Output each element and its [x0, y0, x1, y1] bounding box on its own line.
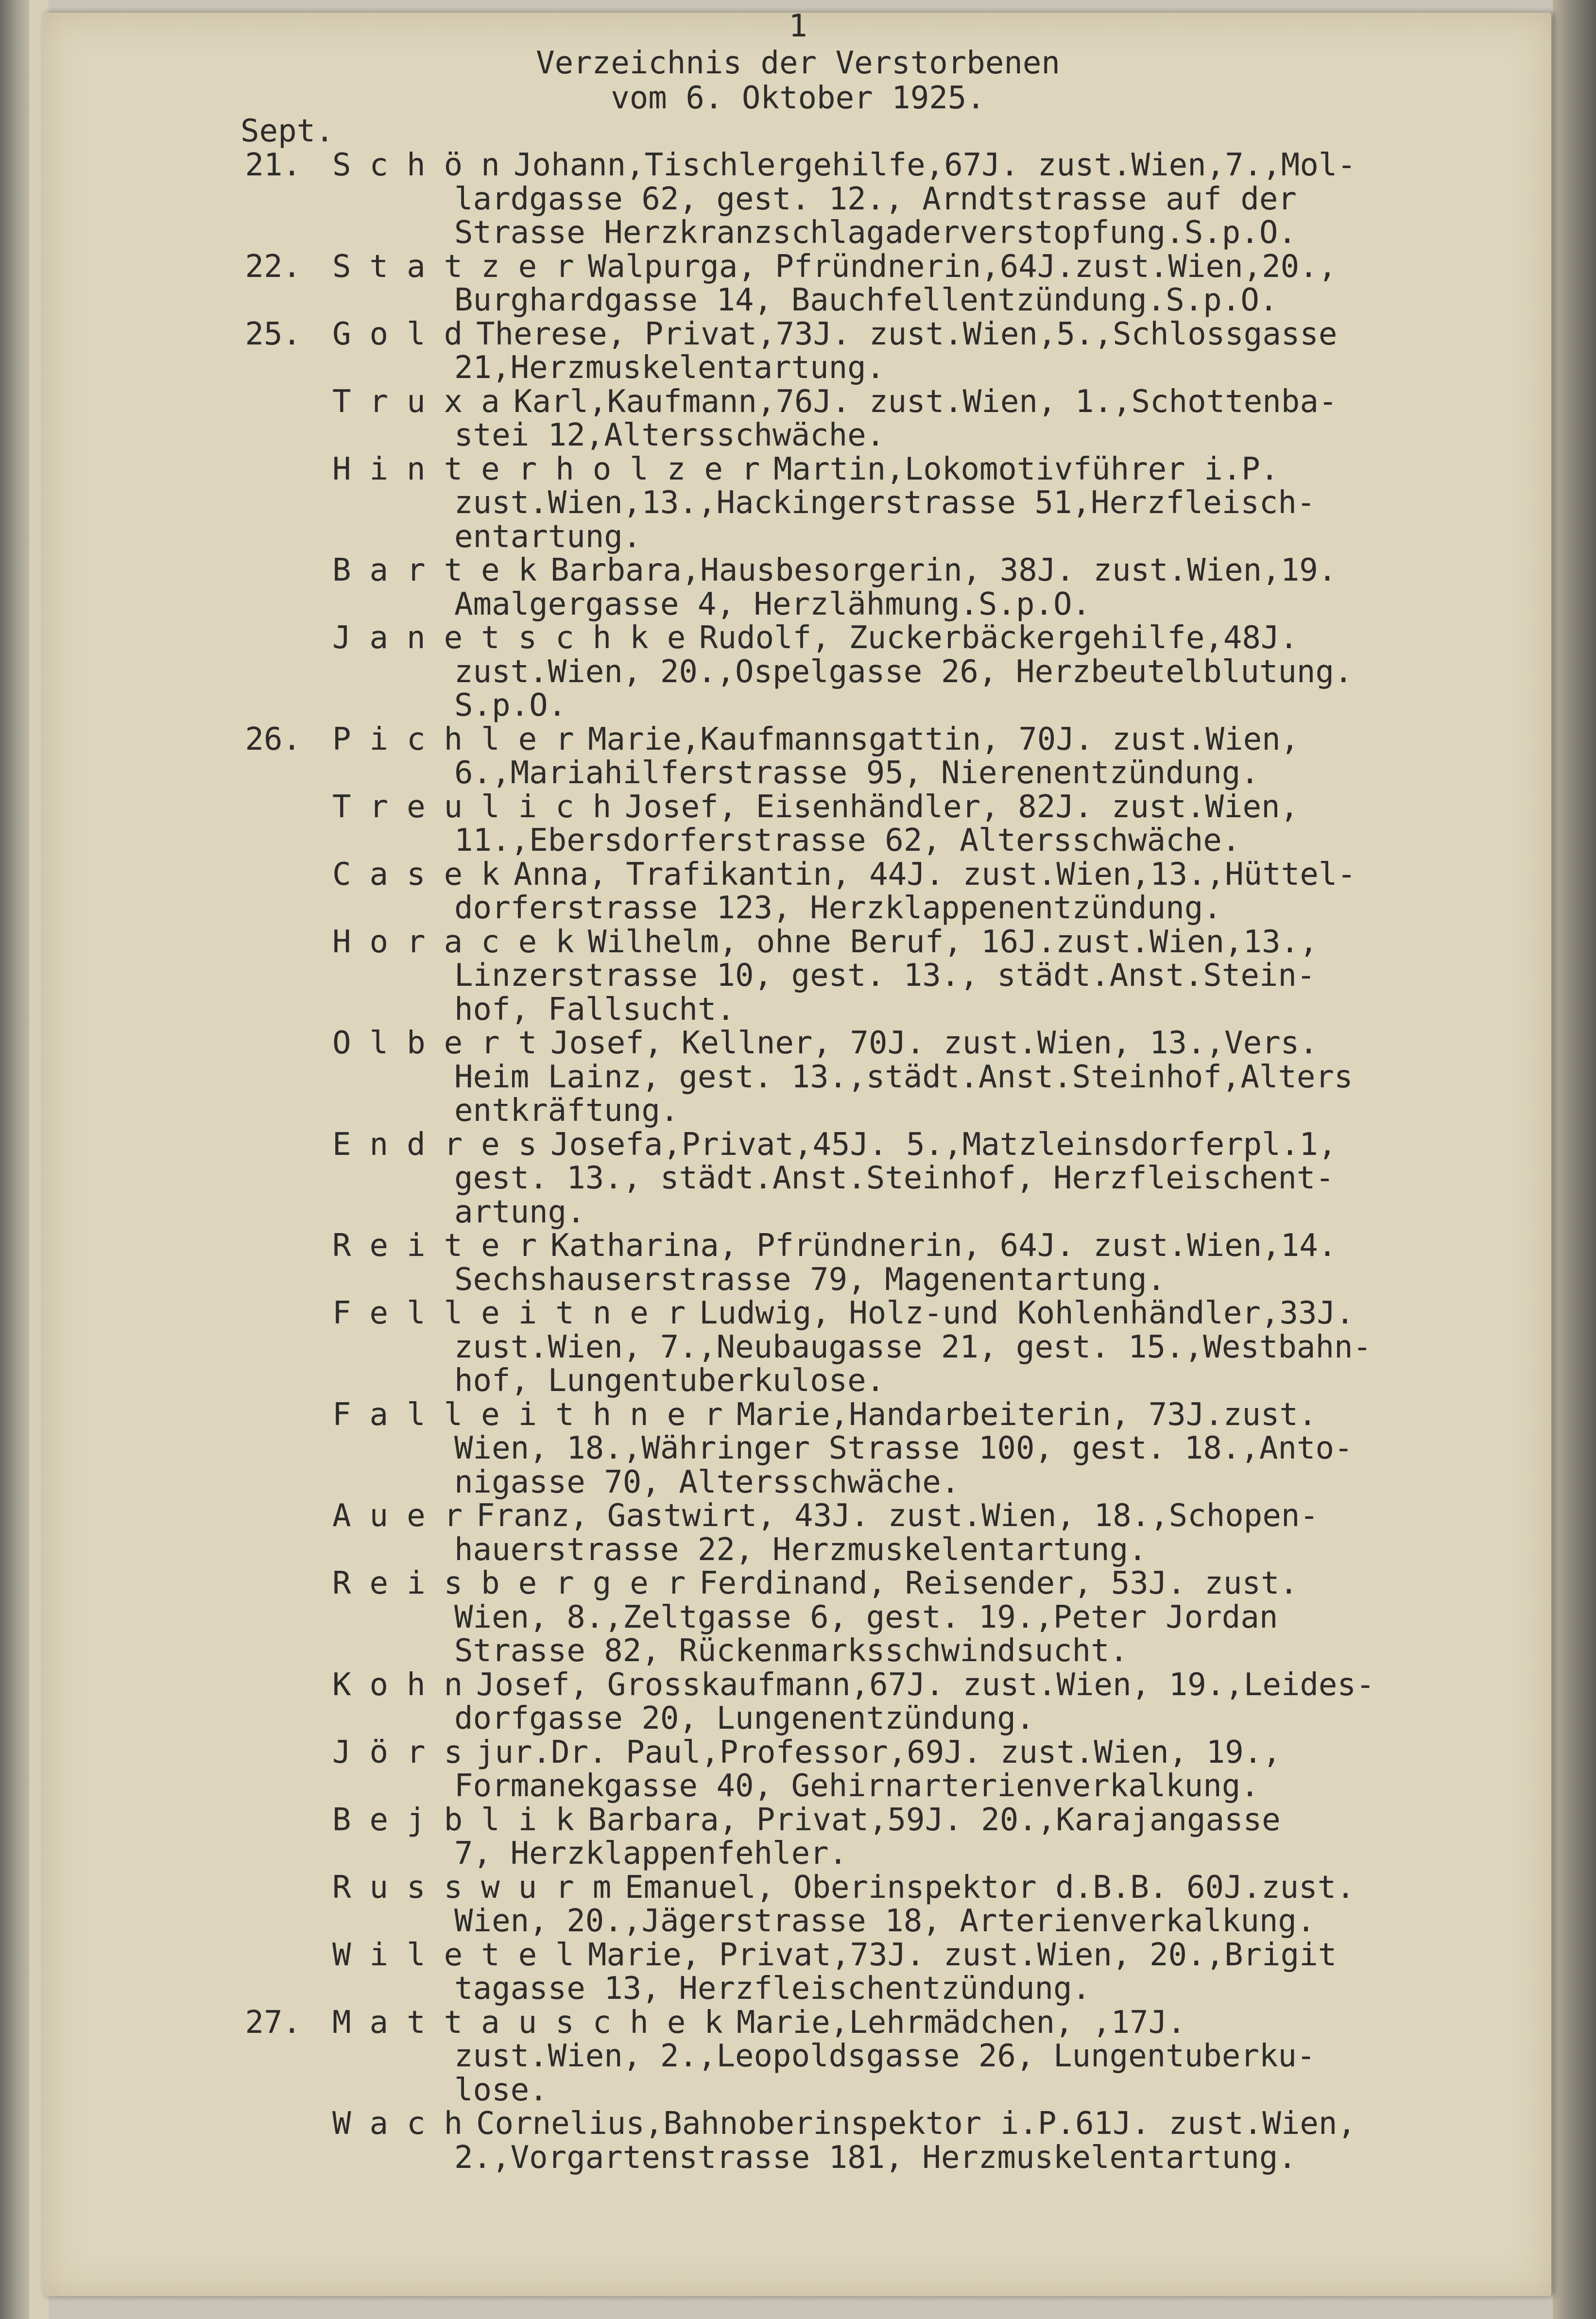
entry-text-line: Burghardgasse 14, Bauchfellentzündung.S.p.O. — [454, 282, 1278, 318]
entry-text-line: Johann,Tischlergehilfe,67J. zust.Wien,7.,Mol- — [514, 147, 1356, 183]
entry-text-line: Amalgergasse 4, Herzlähmung.S.p.O. — [454, 586, 1091, 622]
entry-text-line: Therese, Privat,73J. zust.Wien,5.,Schlossgasse — [476, 316, 1338, 352]
entry-text-line: zust.Wien, 7.,Neubaugasse 21, gest. 15.,Westbahn- — [454, 1329, 1372, 1365]
entry-text-line: Barbara,Hausbesorgerin, 38J. zust.Wien,19. — [550, 552, 1337, 588]
entry-surname: Statzer — [332, 249, 593, 285]
entry-surname: Bartek — [332, 552, 556, 588]
document-subtitle: vom 6. Oktober 1925. — [611, 80, 985, 116]
entry-text-line: zust.Wien, 2.,Leopoldsgasse 26, Lungentuberku- — [454, 2038, 1316, 2074]
entry-text-line: Josef, Kellner, 70J. zust.Wien, 13.,Vers. — [550, 1025, 1318, 1061]
entry-date: 26. — [245, 721, 301, 757]
entry-text-line: Heim Lainz, gest. 13.,städt.Anst.Steinhof,Alters — [454, 1059, 1353, 1095]
entry-text-line: Strasse Herzkranzschlagaderverstopfung.S.p.O. — [454, 215, 1297, 251]
entry-text-line: dorfgasse 20, Lungenentzündung. — [454, 1701, 1035, 1736]
entry-text-line: Anna, Trafikantin, 44J. zust.Wien,13.,Hüttel- — [514, 857, 1356, 893]
entry-text-line: 11.,Ebersdorferstrasse 62, Altersschwäche. — [454, 823, 1241, 859]
entry-text-line: Martin,Lokomotivführer i.P. — [773, 451, 1279, 487]
entry-date: 22. — [245, 249, 301, 285]
entry-text-line: 21,Herzmuskelentartung. — [454, 350, 885, 386]
entry-text-line: hof, Fallsucht. — [454, 992, 735, 1028]
entry-surname: Horacek — [332, 924, 593, 960]
entry-text-line: Rudolf, Zuckerbäckergehilfe,48J. — [699, 620, 1298, 656]
entry-surname: Janetschke — [332, 620, 704, 656]
entry-surname: Auer — [332, 1498, 481, 1534]
entry-text-line: hof, Lungentuberkulose. — [454, 1363, 885, 1399]
entry-surname: Gold — [332, 316, 481, 352]
entry-text-line: Emanuel, Oberinspektor d.B.B. 60J.zust. — [625, 1870, 1355, 1906]
entry-text-line: Katharina, Pfründnerin, 64J. zust.Wien,14. — [550, 1228, 1337, 1264]
entry-text-line: S.p.O. — [454, 687, 567, 723]
document-title: Verzeichnis der Verstorbenen — [536, 45, 1060, 81]
entry-text-line: nigasse 70, Altersschwäche. — [454, 1464, 960, 1500]
entry-date: 21. — [245, 147, 301, 183]
entry-text-line: Wien, 8.,Zeltgasse 6, gest. 19.,Peter Jordan — [454, 1599, 1278, 1635]
entry-text-line: Barbara, Privat,59J. 20.,Karajangasse — [588, 1802, 1281, 1838]
entry-text-line: 7, Herzklappenfehler. — [454, 1836, 848, 1872]
entry-text-line: Ludwig, Holz-und Kohlenhändler,33J. — [699, 1295, 1355, 1331]
entry-text-line: Strasse 82, Rückenmarksschwindsucht. — [454, 1633, 1129, 1669]
entry-text-line: stei 12,Altersschwäche. — [454, 417, 885, 453]
entry-surname: Bejblik — [332, 1802, 593, 1838]
entry-text-line: artung. — [454, 1194, 585, 1230]
entry-surname: Jörs — [332, 1735, 481, 1770]
entry-text-line: Wien, 20.,Jägerstrasse 18, Arterienverkalkung. — [454, 1903, 1316, 1939]
entry-text-line: zust.Wien,13.,Hackingerstrasse 51,Herzfleisch- — [454, 485, 1316, 521]
entry-surname: Wach — [332, 2106, 481, 2142]
entry-text-line: Sechshauserstrasse 79, Magenentartung. — [454, 1262, 1166, 1298]
entry-surname: Mattauschek — [332, 2005, 741, 2041]
entry-surname: Schön — [332, 147, 518, 183]
entry-surname: Truxa — [332, 384, 518, 420]
entry-surname: Wiletel — [332, 1937, 593, 1973]
entry-surname: Russwurm — [332, 1870, 630, 1906]
entry-text-line: Marie,Lehrmädchen, ,17J. — [737, 2005, 1186, 2041]
entry-text-line: Wien, 18.,Währinger Strasse 100, gest. 18.,Anto- — [454, 1430, 1353, 1466]
entry-text-line: Ferdinand, Reisender, 53J. zust. — [699, 1565, 1298, 1601]
entry-surname: Felleitner — [332, 1295, 704, 1331]
entry-surname: Kohn — [332, 1667, 481, 1703]
entry-text-line: Josef, Grosskaufmann,67J. zust.Wien, 19.,Leides- — [476, 1667, 1375, 1703]
entry-text-line: Karl,Kaufmann,76J. zust.Wien, 1.,Schottenba- — [514, 384, 1338, 420]
entry-text-line: 6.,Mariahilferstrasse 95, Nierenentzündung. — [454, 755, 1259, 791]
entry-text-line: Marie,Handarbeiterin, 73J.zust. — [737, 1397, 1317, 1433]
entry-text-line: Cornelius,Bahnoberinspektor i.P.61J. zust.Wien, — [476, 2106, 1356, 2142]
entry-text-line: Franz, Gastwirt, 43J. zust.Wien, 18.,Schopen- — [476, 1498, 1319, 1534]
entry-text-line: Josef, Eisenhändler, 82J. zust.Wien, — [625, 789, 1299, 825]
entry-text-line: entkräftung. — [454, 1093, 679, 1129]
entry-text-line: dorferstrasse 123, Herzklappenentzündung. — [454, 890, 1222, 926]
entry-text-line: zust.Wien, 20.,Ospelgasse 26, Herzbeutelblutung. — [454, 654, 1353, 690]
entry-text-line: jur.Dr. Paul,Professor,69J. zust.Wien, 19., — [476, 1735, 1281, 1770]
entry-surname: Reiter — [332, 1228, 556, 1264]
entry-text-line: Marie, Privat,73J. zust.Wien, 20.,Brigit — [588, 1937, 1337, 1973]
entry-surname: Falleithner — [332, 1397, 741, 1433]
month-label: Sept. — [240, 113, 334, 149]
entry-date: 27. — [245, 2005, 301, 2041]
entry-text-line: entartung. — [454, 519, 642, 555]
entry-text-line: Linzerstrasse 10, gest. 13., städt.Anst.Stein- — [454, 958, 1316, 994]
entry-text-line: lose. — [454, 2072, 548, 2108]
page-number: 1 — [789, 8, 807, 44]
entry-text-line: 2.,Vorgartenstrasse 181, Herzmuskelentartung. — [454, 2140, 1297, 2176]
entry-text-line: Walpurga, Pfründnerin,64J.zust.Wien,20., — [588, 249, 1337, 285]
entry-text-line: Josefa,Privat,45J. 5.,Matzleinsdorferpl.1, — [550, 1127, 1337, 1163]
entry-surname: Pichler — [332, 721, 593, 757]
entry-surname: Treulich — [332, 789, 630, 825]
entry-surname: Casek — [332, 857, 518, 893]
entry-text-line: hauerstrasse 22, Herzmuskelentartung. — [454, 1532, 1147, 1568]
entry-text-line: tagasse 13, Herzfleischentzündung. — [454, 1971, 1091, 2007]
entry-date: 25. — [245, 316, 301, 352]
entry-text-line: Formanekgasse 40, Gehirnarterienverkalkung. — [454, 1768, 1259, 1804]
entry-surname: Olbert — [332, 1025, 556, 1061]
entry-surname: Hinterholzer — [332, 451, 779, 487]
entry-text-line: Marie,Kaufmannsgattin, 70J. zust.Wien, — [588, 721, 1300, 757]
entry-text-line: Wilhelm, ohne Beruf, 16J.zust.Wien,13., — [588, 924, 1318, 960]
entry-text-line: lardgasse 62, gest. 12., Arndtstrasse auf der — [454, 181, 1297, 217]
entry-text-line: gest. 13., städt.Anst.Steinhof, Herzfleischent- — [454, 1160, 1334, 1196]
entry-surname: Endres — [332, 1127, 556, 1163]
entry-surname: Reisberger — [332, 1565, 704, 1601]
